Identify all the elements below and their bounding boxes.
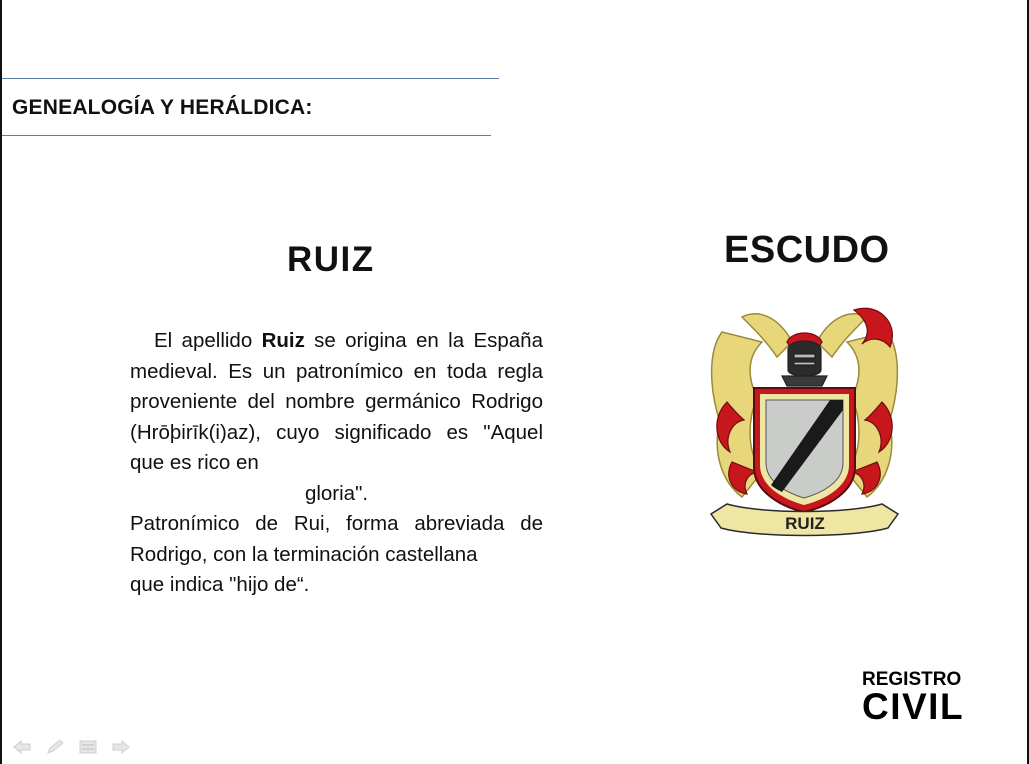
coat-of-arms-image bbox=[702, 302, 907, 542]
helmet bbox=[782, 341, 827, 386]
logo-line1: REGISTRO bbox=[862, 669, 962, 690]
slide-left-border bbox=[0, 0, 2, 764]
surname-bold: Ruiz bbox=[261, 329, 305, 352]
header-rule-bottom bbox=[2, 135, 491, 136]
description-paragraph-2-end: que indica "hijo de“. bbox=[130, 573, 310, 596]
pen-icon[interactable] bbox=[43, 738, 67, 756]
paragraph1-lead: El apellido bbox=[154, 329, 262, 352]
arrow-right-icon[interactable] bbox=[109, 738, 133, 756]
banner-text: RUIZ bbox=[785, 514, 825, 533]
menu-icon[interactable] bbox=[76, 738, 100, 756]
arrow-left-icon[interactable] bbox=[10, 738, 34, 756]
description-paragraph-2: Patronímico de Rui, forma abreviada de Rodrigo, con la terminación castellana bbox=[130, 512, 543, 566]
header-title: GENEALOGÍA Y HERÁLDICA: bbox=[12, 96, 313, 119]
description-paragraph-1-end: gloria". bbox=[304, 481, 369, 505]
shield-title: ESCUDO bbox=[724, 229, 890, 271]
slideshow-nav bbox=[10, 738, 133, 756]
surname-title: RUIZ bbox=[287, 240, 375, 279]
registro-civil-logo bbox=[862, 670, 977, 725]
header-rule-top bbox=[2, 78, 499, 79]
surname-description bbox=[130, 326, 543, 601]
shield bbox=[754, 388, 855, 512]
paragraph1-rest: se origina en la España medieval. Es un patronímico en toda regla proveniente del nombre germánico Rodrigo (Hrōþirīk(i)az), cuyo significado es "Aquel que es rico en bbox=[130, 329, 543, 474]
logo-line2: CIVIL bbox=[862, 686, 965, 727]
description-paragraph-1 bbox=[130, 326, 543, 479]
